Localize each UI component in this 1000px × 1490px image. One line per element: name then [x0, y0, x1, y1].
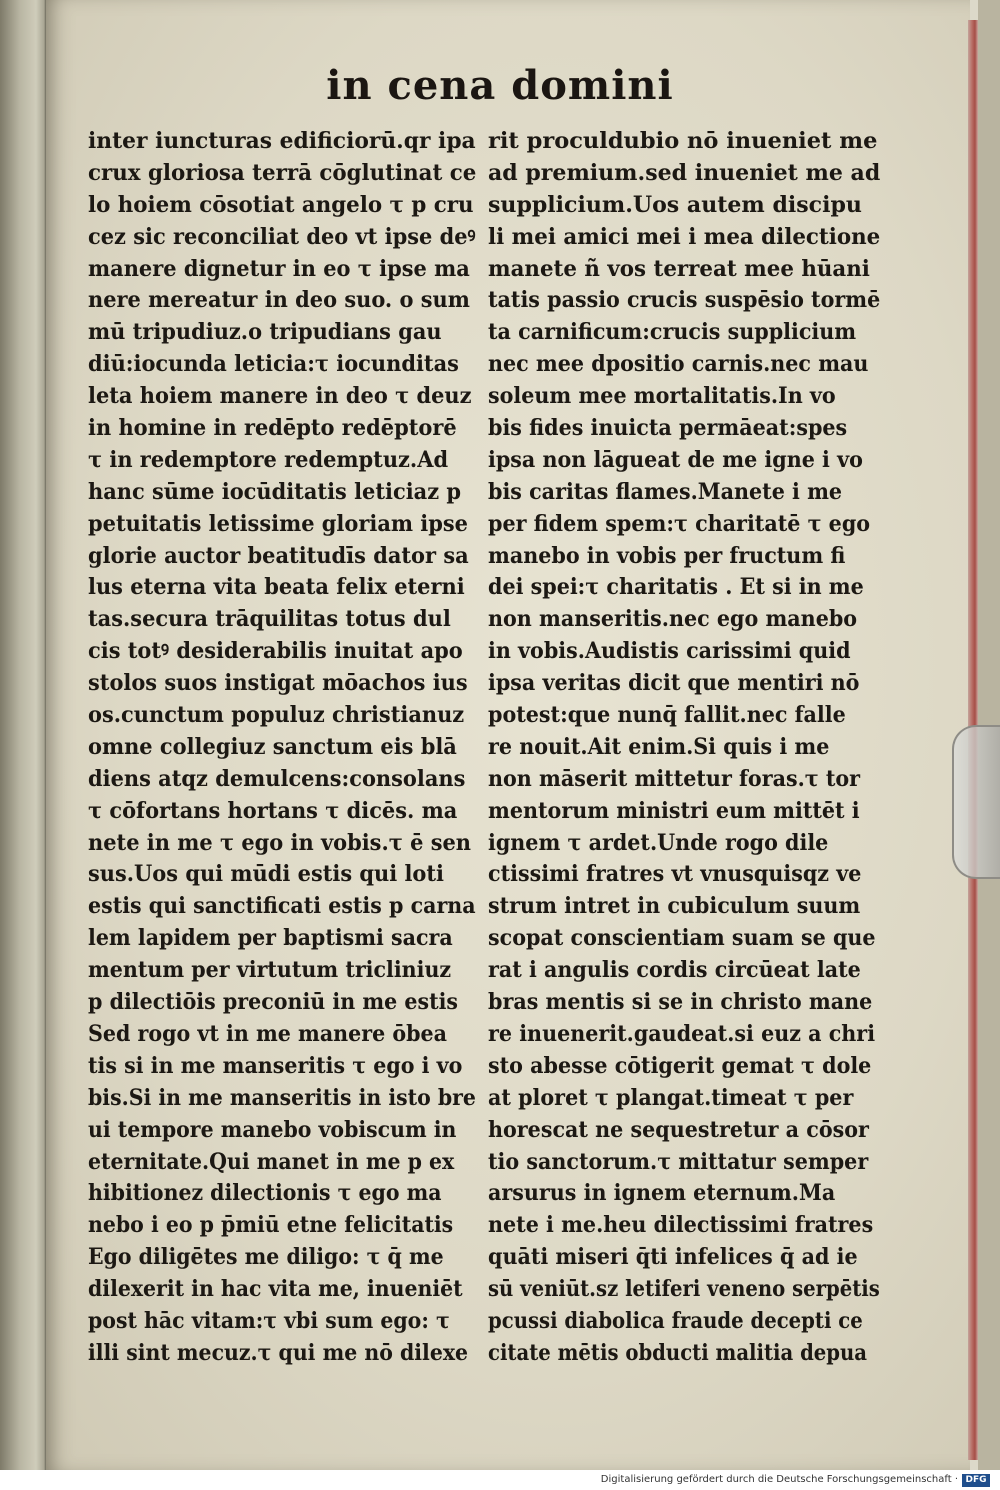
text-line: soleum mee mortalitatis.In vo — [488, 383, 836, 410]
right-text-column — [488, 126, 937, 1370]
text-line: at ploret τ plangat.timeat τ per — [488, 1084, 854, 1111]
text-line: bis caritas flames.Manete i me — [488, 478, 843, 505]
text-line: ipsa veritas dicit que mentiri nō — [488, 670, 860, 697]
running-head: in cena domini — [326, 62, 674, 109]
text-line: os.cunctum populuz christianuz — [88, 702, 465, 729]
text-line: sto abesse cōtigerit gemat τ dole — [488, 1052, 872, 1079]
text-line: nec mee dpositio carnis.nec mau — [488, 351, 869, 378]
text-line: bras mentis si se in christo mane — [488, 989, 873, 1016]
text-line: potest:que nunq̄ fallit.nec falle — [488, 702, 846, 729]
text-line: Ego diligētes me diligo: τ q̄ me — [88, 1244, 444, 1271]
text-line: mentum per virtutum tricliniuz — [88, 957, 452, 984]
left-page-edge — [0, 0, 46, 1470]
text-line: pcussi diabolica fraude decepti ce — [488, 1307, 863, 1334]
text-line: re inuenerit.gaudeat.si euz a chri — [488, 1020, 876, 1047]
text-line: manebo in vobis per fructum fi — [488, 542, 846, 569]
funding-notice: Digitalisierung gefördert durch die Deutsche Forschungsgemeinschaft · — [600, 1474, 958, 1485]
text-line: ui tempore manebo vobiscum in — [88, 1116, 457, 1143]
text-line: tis si in me manseritis τ ego i vo — [88, 1052, 463, 1079]
text-line: illi sint mecuz.τ qui me nō dilexe — [88, 1339, 469, 1366]
text-line: mentorum ministri eum mittēt i — [488, 797, 860, 824]
text-line: estis qui sanctificati estis p carna — [88, 893, 476, 920]
text-line: hibitionez dilectionis τ ego ma — [88, 1180, 442, 1207]
text-line: omne collegiuz sanctum eis blā — [88, 733, 457, 760]
text-line: τ in redemptore redemptuz.Ad — [88, 446, 449, 473]
text-line: lem lapidem per baptismi sacra — [88, 925, 453, 952]
text-line: lus eterna vita beata felix eterni — [88, 574, 465, 601]
text-line: inter iuncturas edificiorū.qr ipa — [88, 128, 476, 154]
text-line: citate mētis obducti malitia depua — [488, 1339, 868, 1366]
text-line: diū:iocunda leticia:τ iocunditas — [88, 351, 459, 378]
text-line: petuitatis letissime gloriam ipse — [88, 510, 468, 537]
text-line: nete in me τ ego in vobis.τ ē sen — [88, 829, 472, 856]
footer-bar — [0, 1472, 1000, 1490]
text-line: crux gloriosa terrā cōglutinat ce — [88, 159, 477, 186]
text-line: τ cōfortans hortans τ dicēs. ma — [88, 797, 458, 824]
text-line: sus.Uos qui mūdi estis qui loti — [88, 861, 445, 888]
text-line: manete ñ vos terreat mee hūani — [488, 255, 870, 282]
text-line: dei spei:τ charitatis . Et si in me — [488, 574, 864, 601]
text-line: ipsa non lāgueat de me igne i vo — [488, 446, 863, 473]
text-line: dilexerit in hac vita me, inueniēt — [88, 1276, 463, 1303]
text-line: ta carnificum:crucis supplicium — [488, 319, 857, 346]
text-line: scopat conscientiam suam se que — [488, 925, 876, 952]
text-line: bis.Si in me manseritis in isto bre — [88, 1084, 476, 1111]
text-line: re nouit.Ait enim.Si quis i me — [488, 733, 830, 760]
text-line: glorie auctor beatitudīs dator sa — [88, 542, 469, 569]
text-line: tatis passio crucis suspēsio tormē — [488, 287, 881, 314]
text-line: in homine in redēpto redēptorē — [88, 415, 457, 442]
text-line: manere dignetur in eo τ ipse ma — [88, 255, 470, 282]
text-line: quāti miseri q̄ti infelices q̄ ad ie — [488, 1244, 858, 1271]
text-line: horescat ne sequestretur a cōsor — [488, 1116, 869, 1143]
page-clip — [952, 725, 1000, 879]
text-line: nete i me.heu dilectissimi fratres — [488, 1212, 874, 1239]
text-line: mū tripudiuz.o tripudians gau — [88, 319, 442, 346]
dfg-logo: DFG — [962, 1474, 990, 1487]
text-line: per fidem spem:τ charitatē τ ego — [488, 510, 871, 537]
text-line: sū veniūt.sz letiferi veneno serpētis — [488, 1276, 880, 1303]
text-line: non māserit mittetur foras.τ tor — [488, 765, 861, 792]
left-text-column — [88, 126, 515, 1370]
text-line: bis fides inuicta permāeat:spes — [488, 415, 848, 442]
text-line: nere mereatur in deo suo. o sum — [88, 287, 470, 314]
text-line: in vobis.Audistis carissimi quid — [488, 638, 851, 665]
text-line: leta hoiem manere in deo τ deuz — [88, 383, 472, 410]
text-line: ignem τ ardet.Unde rogo dile — [488, 829, 829, 856]
text-line: tas.secura trāquilitas totus dul — [88, 606, 451, 633]
text-line: rat i angulis cordis circūeat late — [488, 957, 861, 984]
text-line: non manseritis.nec ego manebo — [488, 606, 858, 633]
text-line: stolos suos instigat mōachos ius — [88, 670, 468, 697]
text-line: p dilectiōis preconiū in me estis — [88, 989, 459, 1016]
text-line: cez sic reconciliat deo vt ipse deꝰ — [88, 223, 476, 250]
text-line: nebo i eo p p̄miū etne felicitatis — [88, 1212, 454, 1239]
text-line: post hāc vitam:τ vbi sum ego: τ — [88, 1307, 450, 1334]
text-line: cis totꝰ desiderabilis inuitat apo — [88, 638, 463, 665]
text-line: Sed rogo vt in me manere ōbea — [88, 1020, 447, 1047]
text-line: li mei amici mei i mea dilectione — [488, 223, 881, 250]
text-line: rit proculdubio nō inueniet me — [488, 128, 878, 154]
text-line: diens atqz demulcens:consolans — [88, 765, 466, 792]
text-line: ad premium.sed inueniet me ad — [488, 159, 881, 186]
text-line: arsurus in ignem eternum.Ma — [488, 1180, 836, 1207]
text-line: supplicium.Uos autem discipu — [488, 191, 862, 218]
text-line: hanc sūme iocūditatis leticiaz p — [88, 478, 462, 505]
text-line: eternitate.Qui manet in me p ex — [88, 1148, 455, 1175]
text-line: lo hoiem cōsotiat angelo τ p cru — [88, 191, 474, 218]
text-line: strum intret in cubiculum suum — [488, 893, 861, 920]
text-line: ctissimi fratres vt vnusquisqz ve — [488, 861, 862, 888]
text-line: tio sanctorum.τ mittatur semper — [488, 1148, 869, 1175]
